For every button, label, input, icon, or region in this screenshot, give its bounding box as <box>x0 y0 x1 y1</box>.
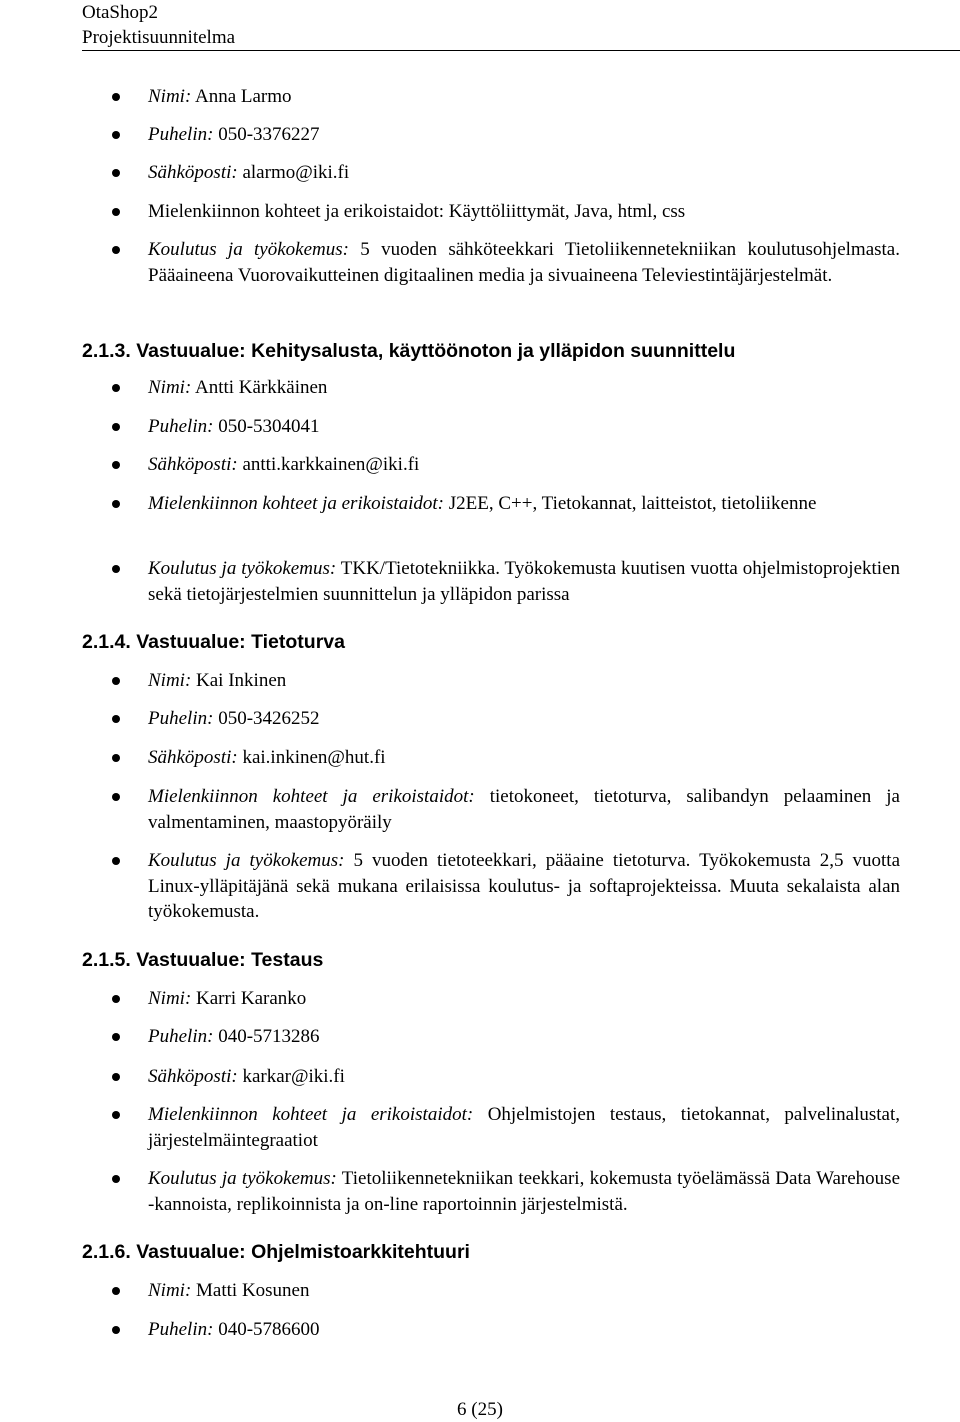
bullet-icon <box>112 793 120 801</box>
bullet-icon <box>112 1175 120 1183</box>
field-label: Puhelin: <box>148 708 214 729</box>
field-label: Nimi: <box>148 377 192 398</box>
bullet-icon <box>112 208 120 216</box>
list-item <box>148 84 900 110</box>
list-item <box>148 199 900 225</box>
list-item <box>148 237 900 288</box>
list-item <box>148 1064 900 1090</box>
field-label: Koulutus ja työkokemus: <box>148 239 349 260</box>
bullet-icon <box>112 461 120 469</box>
bullet-icon <box>112 1287 120 1295</box>
field-label: Koulutus ja työkokemus: <box>148 850 345 871</box>
page-number: 6 (25) <box>457 1399 503 1420</box>
field-label: Koulutus ja työkokemus: <box>148 1168 337 1189</box>
running-header <box>82 0 235 50</box>
list-item <box>148 668 900 694</box>
field-label: Sähköposti: <box>148 454 238 475</box>
bullet-icon <box>112 423 120 431</box>
field-value: Ohjelmistojen testaus, tietokannat, palvelinalustat, järjestelmäintegraatiot <box>148 1104 900 1151</box>
field-label: Sähköposti: <box>148 747 238 768</box>
list-item <box>148 745 900 771</box>
list-item <box>148 491 900 517</box>
field-label: Koulutus ja työkokemus: <box>148 558 337 579</box>
field-label: Sähköposti: <box>148 1066 238 1087</box>
field-value: J2EE, C++, Tietokannat, laitteistot, tietoliikenne <box>444 493 817 514</box>
list-item <box>148 848 900 925</box>
bullet-icon <box>112 1111 120 1119</box>
bullet-icon <box>112 1033 120 1041</box>
list-item <box>148 784 900 835</box>
field-label: Nimi: <box>148 1280 192 1301</box>
list-item <box>148 1102 900 1153</box>
field-value: Anna Larmo <box>191 86 292 107</box>
field-value: TKK/Tietotekniikka. Työkokemusta kuutisen vuotta ohjelmistoprojektien sekä tietojärjestelmien suunnittelun ja ylläpidon parissa <box>148 558 900 605</box>
list-item <box>148 1166 900 1217</box>
field-value: 040-5786600 <box>213 1319 320 1340</box>
field-label: Mielenkiinnon kohteet ja erikoistaidot: <box>148 493 445 514</box>
field-label: Nimi: <box>148 988 192 1009</box>
field-value: kai.inkinen@hut.fi <box>237 747 386 768</box>
field-value: Mielenkiinnon kohteet ja erikoistaidot: Käyttöliittymät, Java, html, css <box>148 201 686 222</box>
list-item <box>148 556 900 607</box>
list-item <box>148 1278 900 1304</box>
list-item <box>148 1024 900 1050</box>
list-item <box>148 122 900 148</box>
bullet-icon <box>112 715 120 723</box>
header-subtitle: Projektisuunnitelma <box>82 27 236 48</box>
field-value: Antti Kärkkäinen <box>191 377 328 398</box>
section-heading: 2.1.5. Vastuualue: Testaus <box>82 949 324 971</box>
bullet-icon <box>112 1326 120 1334</box>
field-value: karkar@iki.fi <box>237 1066 345 1087</box>
field-value: 5 vuoden tietoteekkari, pääaine tietoturva. Työkokemusta 2,5 vuotta Linux-ylläpitäjänä sekä mukana erilaisissa koulutus- ja softaprojekteissa. Muuta sekalaista alan työkokemusta. <box>148 850 901 922</box>
field-value: 050-5304041 <box>213 416 320 437</box>
field-value: tietokoneet, tietoturva, salibandyn pelaaminen ja valmentaminen, maastopyöräily <box>148 786 900 833</box>
field-value: Karri Karanko <box>191 988 307 1009</box>
bullet-icon <box>112 384 120 392</box>
bullet-icon <box>112 1073 120 1081</box>
list-item <box>148 986 900 1012</box>
section-heading: 2.1.4. Vastuualue: Tietoturva <box>82 631 345 653</box>
header-rule <box>82 50 960 51</box>
bullet-icon <box>112 93 120 101</box>
section-heading: 2.1.3. Vastuualue: Kehitysalusta, käyttöönoton ja ylläpidon suunnittelu <box>82 340 736 362</box>
field-value: 050-3376227 <box>213 124 320 145</box>
field-value: alarmo@iki.fi <box>237 162 350 183</box>
field-value: 050-3426252 <box>213 708 320 729</box>
field-label: Puhelin: <box>148 1319 214 1340</box>
list-item <box>148 414 900 440</box>
bullet-icon <box>112 169 120 177</box>
list-item <box>148 160 900 186</box>
field-value: Tietoliikennetekniikan teekkari, kokemusta työelämässä Data Warehouse -kannoista, replikoinnista ja on-line raportoinnin järjestelmistä. <box>148 1168 901 1215</box>
bullet-icon <box>112 131 120 139</box>
list-item <box>148 452 900 478</box>
bullet-icon <box>112 995 120 1003</box>
header-title: OtaShop2 <box>82 2 158 23</box>
field-label: Puhelin: <box>148 416 214 437</box>
field-label: Nimi: <box>148 86 192 107</box>
field-value: antti.karkkainen@iki.fi <box>237 454 420 475</box>
field-label: Mielenkiinnon kohteet ja erikoistaidot: <box>148 1104 474 1125</box>
section-heading: 2.1.6. Vastuualue: Ohjelmistoarkkitehtuuri <box>82 1241 470 1263</box>
field-label: Sähköposti: <box>148 162 238 183</box>
list-item <box>148 375 900 401</box>
bullet-icon <box>112 754 120 762</box>
bullet-icon <box>112 500 120 508</box>
field-label: Puhelin: <box>148 1026 214 1047</box>
list-item <box>148 1317 900 1343</box>
bullet-icon <box>112 857 120 865</box>
field-label: Puhelin: <box>148 124 214 145</box>
field-label: Mielenkiinnon kohteet ja erikoistaidot: <box>148 786 475 807</box>
list-item <box>148 706 900 732</box>
field-value: Matti Kosunen <box>191 1280 310 1301</box>
field-value: 5 vuoden sähköteekkari Tietoliikennetekniikan koulutusohjelmasta. Pääaineena Vuorovaikutteinen digitaalinen media ja sivuaineena Televiestintäjärjestelmät. <box>148 239 900 286</box>
bullet-icon <box>112 565 120 573</box>
bullet-icon <box>112 677 120 685</box>
field-label: Nimi: <box>148 670 192 691</box>
field-value: 040-5713286 <box>213 1026 320 1047</box>
field-value: Kai Inkinen <box>191 670 287 691</box>
bullet-icon <box>112 246 120 254</box>
